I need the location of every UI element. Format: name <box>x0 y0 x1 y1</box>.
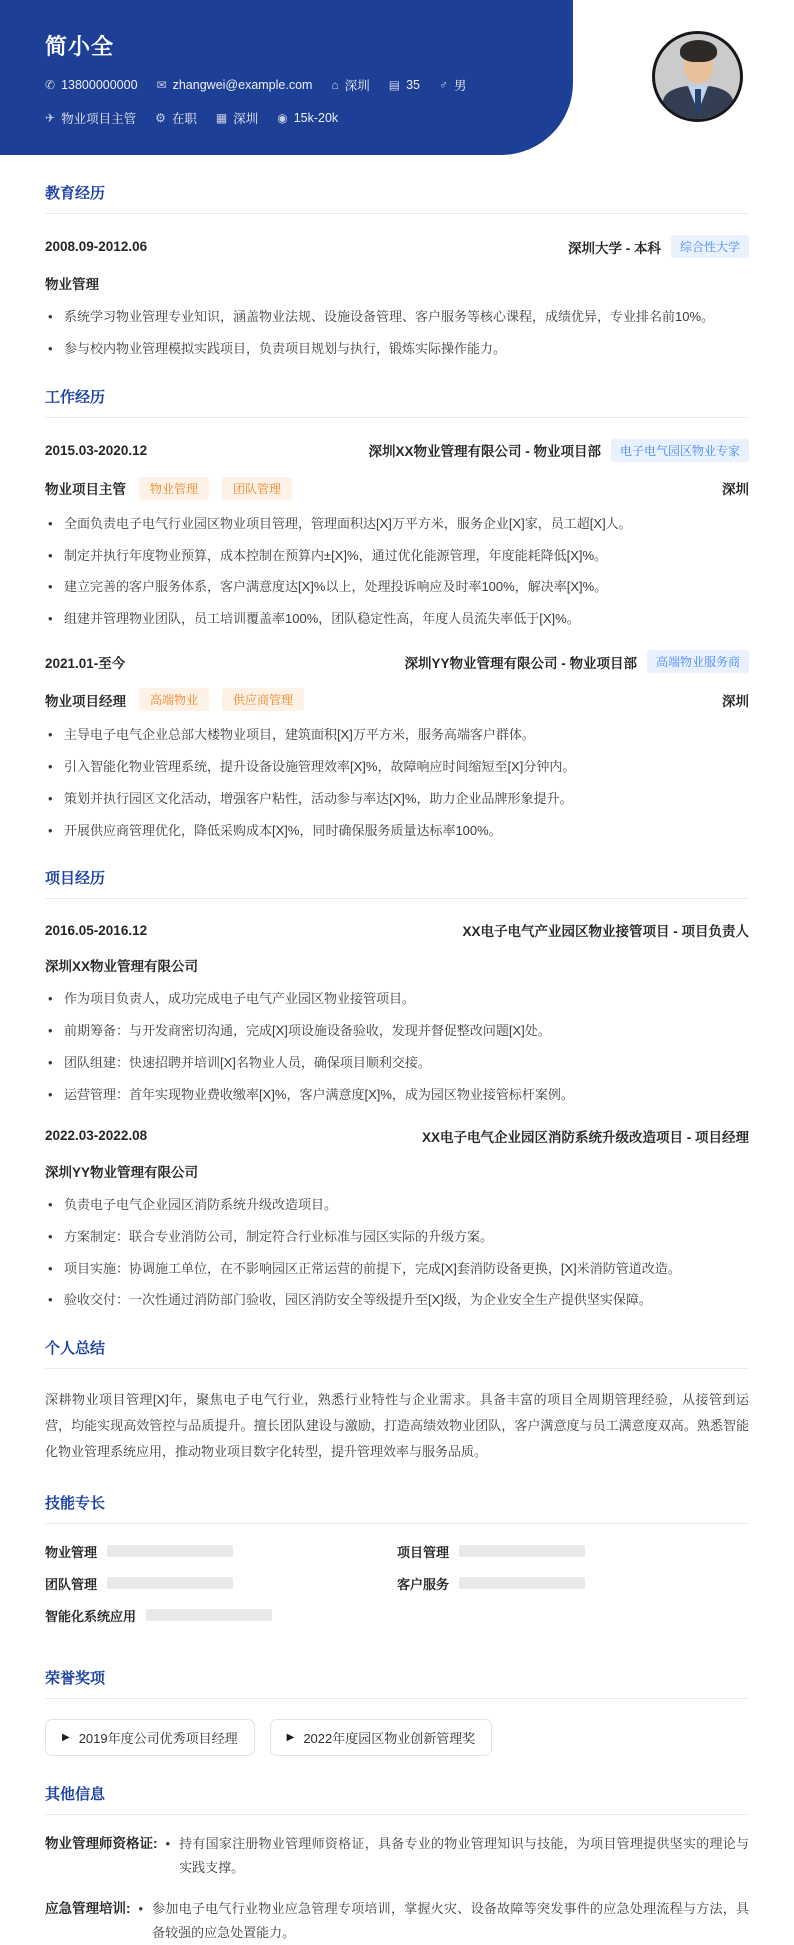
company-tag: 电子电气园区物业专家 <box>611 439 749 462</box>
other-text: 持有国家注册物业管理师资格证，具备专业的物业管理知识与技能，为项目管理提供坚实的理论与实践支撑。 <box>179 1836 749 1876</box>
role-tag: 高端物业 <box>139 688 209 711</box>
other-text: 参加电子电气行业物业应急管理专项培训，掌握火灾、设备故障等突发事件的应急处理流程与方法，具备较强的应急处置能力。 <box>152 1901 749 1941</box>
education-period: 2008.09-2012.06 <box>45 239 148 254</box>
section-title-work: 工作经历 <box>45 386 749 418</box>
bullet-item: • 参与校内物业管理模拟实践项目，负责项目规划与执行，锻炼实际操作能力。 <box>45 340 749 359</box>
project-company: 深圳XX物业管理有限公司 <box>45 959 199 975</box>
work-company: 深圳XX物业管理有限公司 - 物业项目部 <box>368 444 601 460</box>
bullet-item: • 负责电子电气企业园区消防系统升级改造项目。 <box>45 1196 749 1215</box>
bullet-item: • 系统学习物业管理专业知识，涵盖物业法规、设施设备管理、客户服务等核心课程，成绩优异，专业排名前10%。 <box>45 308 749 327</box>
work-bullets <box>45 515 749 629</box>
phone-icon: ✆ <box>45 78 56 92</box>
bullet-item: • 开展供应商管理优化，降低采购成本[X]%，同时确保服务质量达标率100%。 <box>45 822 749 841</box>
work-city: 深圳 <box>233 112 259 126</box>
project-period: 2022.03-2022.08 <box>45 1128 148 1144</box>
work-role: 物业项目经理 <box>45 693 126 709</box>
honor-label: 2022年度园区物业创新管理奖 <box>303 1731 476 1747</box>
gender-item <box>439 76 467 94</box>
age-value: 35 <box>406 78 420 92</box>
avatar <box>652 31 743 122</box>
skill-bar <box>459 1545 585 1557</box>
bullet-item: • 运营管理：首年实现物业费收缴率[X]%，客户满意度[X]%，成为园区物业接管标杆案例。 <box>45 1086 749 1105</box>
school-tag: 综合性大学 <box>671 235 749 258</box>
bullet-dot: • <box>138 1901 144 1917</box>
education-bullets <box>45 308 749 359</box>
city-icon: ▦ <box>215 111 228 125</box>
job-intention-icon: ✈ <box>45 111 56 125</box>
bullet-item: • 项目实施：协调施工单位，在不影响园区正常运营的前提下，完成[X]套消防设备更换，[X]米消防管道改造。 <box>45 1260 749 1279</box>
other-row-training <box>45 1897 749 1945</box>
work-location: 深圳 <box>722 482 749 498</box>
bullet-item: • 前期筹备：与开发商密切沟通，完成[X]项设施设备验收，发现并督促整改问题[X]处。 <box>45 1022 749 1041</box>
skill-bar <box>107 1577 233 1589</box>
skill-row <box>397 1544 749 1558</box>
skill-label: 团队管理 <box>45 1576 98 1592</box>
home-icon: ⌂ <box>331 78 339 92</box>
project-company: 深圳YY物业管理有限公司 <box>45 1164 199 1180</box>
bullet-item: • 主导电子电气企业总部大楼物业项目，建筑面积[X]万平方米，服务高端客户群体。 <box>45 726 749 745</box>
skill-bar <box>146 1609 272 1621</box>
project-period: 2016.05-2016.12 <box>45 922 148 938</box>
skill-bar <box>459 1577 585 1589</box>
job-status-item <box>155 109 197 127</box>
salary-range: 15k-20k <box>293 111 339 125</box>
other-label: 应急管理培训: <box>45 1901 131 1917</box>
work-location: 深圳 <box>722 693 749 709</box>
project-entry-2 <box>45 1126 749 1310</box>
home-city: 深圳 <box>344 79 370 93</box>
bullet-item: • 验收交付：一次性通过消防部门验收，园区消防安全等级提升至[X]级，为企业安全生产提供坚实保障。 <box>45 1291 749 1310</box>
section-title-projects: 项目经历 <box>45 867 749 899</box>
project-entry-1 <box>45 920 749 1104</box>
skill-label: 客户服务 <box>397 1576 450 1592</box>
play-icon: ▶ <box>286 1732 295 1744</box>
home-city-item <box>331 76 369 94</box>
job-intention-item <box>45 109 136 127</box>
company-tag: 高端物业服务商 <box>647 650 749 673</box>
work-company: 深圳YY物业管理有限公司 - 物业项目部 <box>404 655 637 671</box>
skills-grid <box>45 1544 749 1640</box>
education-major: 物业管理 <box>45 277 99 292</box>
work-entry-2 <box>45 650 749 840</box>
bullet-item: • 策划并执行园区文化活动，增强客户粘性，活动参与率达[X]%，助力企业品牌形象提升。 <box>45 790 749 809</box>
candidate-name: 简小全 <box>45 34 115 59</box>
work-city-item <box>216 109 258 127</box>
section-summary <box>45 1337 749 1465</box>
project-bullets <box>45 1196 749 1310</box>
skill-label: 项目管理 <box>397 1544 450 1560</box>
school-degree: 深圳大学 - 本科 <box>567 240 661 256</box>
role-tag: 团队管理 <box>222 477 292 500</box>
salary-icon: ◉ <box>277 111 288 125</box>
bullet-item: • 方案制定：联合专业消防公司，制定符合行业标准与园区实际的升级方案。 <box>45 1228 749 1247</box>
skill-row <box>45 1576 397 1590</box>
bullet-item: • 引入智能化物业管理系统，提升设备设施管理效率[X]%，故障响应时间缩短至[X]分钟内。 <box>45 758 749 777</box>
email-item <box>157 78 313 92</box>
work-period: 2015.03-2020.12 <box>45 442 148 458</box>
section-title-honors: 荣誉奖项 <box>45 1667 749 1699</box>
education-entry <box>45 235 749 359</box>
email-icon: ✉ <box>156 78 167 92</box>
bullet-dot: • <box>165 1836 171 1852</box>
skill-row <box>397 1576 749 1590</box>
project-name-role: XX电子电气产业园区物业接管项目 - 项目负责人 <box>462 924 749 940</box>
work-bullets <box>45 726 749 840</box>
play-icon: ▶ <box>62 1732 70 1744</box>
bullet-item: • 建立完善的客户服务体系，客户满意度达[X]%以上，处理投诉响应及时率100%，解决率[X]%。 <box>45 578 749 597</box>
bullet-item: • 组建并管理物业团队，员工培训覆盖率100%，团队稳定性高，年度人员流失率低于[X]%。 <box>45 610 749 629</box>
summary-text: 深耕物业项目管理[X]年，聚焦电子电气行业，熟悉行业特性与企业需求。具备丰富的项目全周期管理经验，从接管到运营，均能实现高效管控与品质提升。擅长团队建设与激励，打造高绩效物业团队，客户满意度与员工满意度双高。熟悉智能化物业管理系统应用，推动物业项目数字化转型，提升管理效率与服务品质。 <box>45 1392 749 1460</box>
role-tag: 供应商管理 <box>222 688 304 711</box>
avatar-hair <box>680 40 717 62</box>
salary-item <box>277 111 338 125</box>
honor-pill[interactable] <box>270 1719 493 1756</box>
project-name-role: XX电子电气企业园区消防系统升级改造项目 - 项目经理 <box>421 1129 749 1145</box>
job-status: 在职 <box>171 112 197 126</box>
gender-value: 男 <box>453 79 467 93</box>
skill-row <box>45 1544 397 1558</box>
section-title-education: 教育经历 <box>45 182 749 214</box>
gender-icon: ♂ <box>438 78 448 92</box>
work-entry-1 <box>45 439 749 629</box>
skill-row <box>45 1608 397 1622</box>
work-period: 2021.01-至今 <box>45 655 126 671</box>
section-title-skills: 技能专长 <box>45 1492 749 1524</box>
section-skills <box>45 1492 749 1640</box>
section-education <box>45 182 749 359</box>
bullet-item: • 团队组建：快速招聘并培训[X]名物业人员，确保项目顺利交接。 <box>45 1054 749 1073</box>
email-address: zhangwei@example.com <box>172 78 313 92</box>
phone-item <box>45 78 138 92</box>
bullet-item: • 全面负责电子电气行业园区物业项目管理，管理面积达[X]万平方米，服务企业[X]家，员工超[X]人。 <box>45 515 749 534</box>
other-label: 物业管理师资格证: <box>45 1836 158 1852</box>
job-intention: 物业项目主管 <box>61 112 137 126</box>
honor-pill[interactable] <box>45 1719 255 1756</box>
skill-label: 智能化系统应用 <box>45 1608 137 1624</box>
bullet-item: • 制定并执行年度物业预算，成本控制在预算内±[X]%，通过优化能源管理，年度能耗降低[X]%。 <box>45 547 749 566</box>
bullet-item: • 作为项目负责人，成功完成电子电气产业园区物业接管项目。 <box>45 990 749 1009</box>
section-honors <box>45 1667 749 1756</box>
section-work <box>45 386 749 841</box>
avatar-tie <box>695 89 701 113</box>
skill-label: 物业管理 <box>45 1544 98 1560</box>
age-item <box>389 78 420 92</box>
skill-bar <box>107 1545 233 1557</box>
section-title-summary: 个人总结 <box>45 1337 749 1369</box>
age-icon: ▤ <box>388 78 401 92</box>
resume-header <box>0 0 794 155</box>
honors-row <box>45 1719 749 1756</box>
section-other <box>45 1783 749 1945</box>
section-title-other: 其他信息 <box>45 1783 749 1815</box>
section-projects <box>45 867 749 1310</box>
job-status-icon: ⚙ <box>155 111 166 125</box>
phone-number: 13800000000 <box>61 78 138 92</box>
honor-label: 2019年度公司优秀项目经理 <box>78 1731 238 1747</box>
project-bullets <box>45 990 749 1104</box>
work-role: 物业项目主管 <box>45 482 126 498</box>
role-tag: 物业管理 <box>139 477 209 500</box>
other-row-certificate <box>45 1832 749 1880</box>
